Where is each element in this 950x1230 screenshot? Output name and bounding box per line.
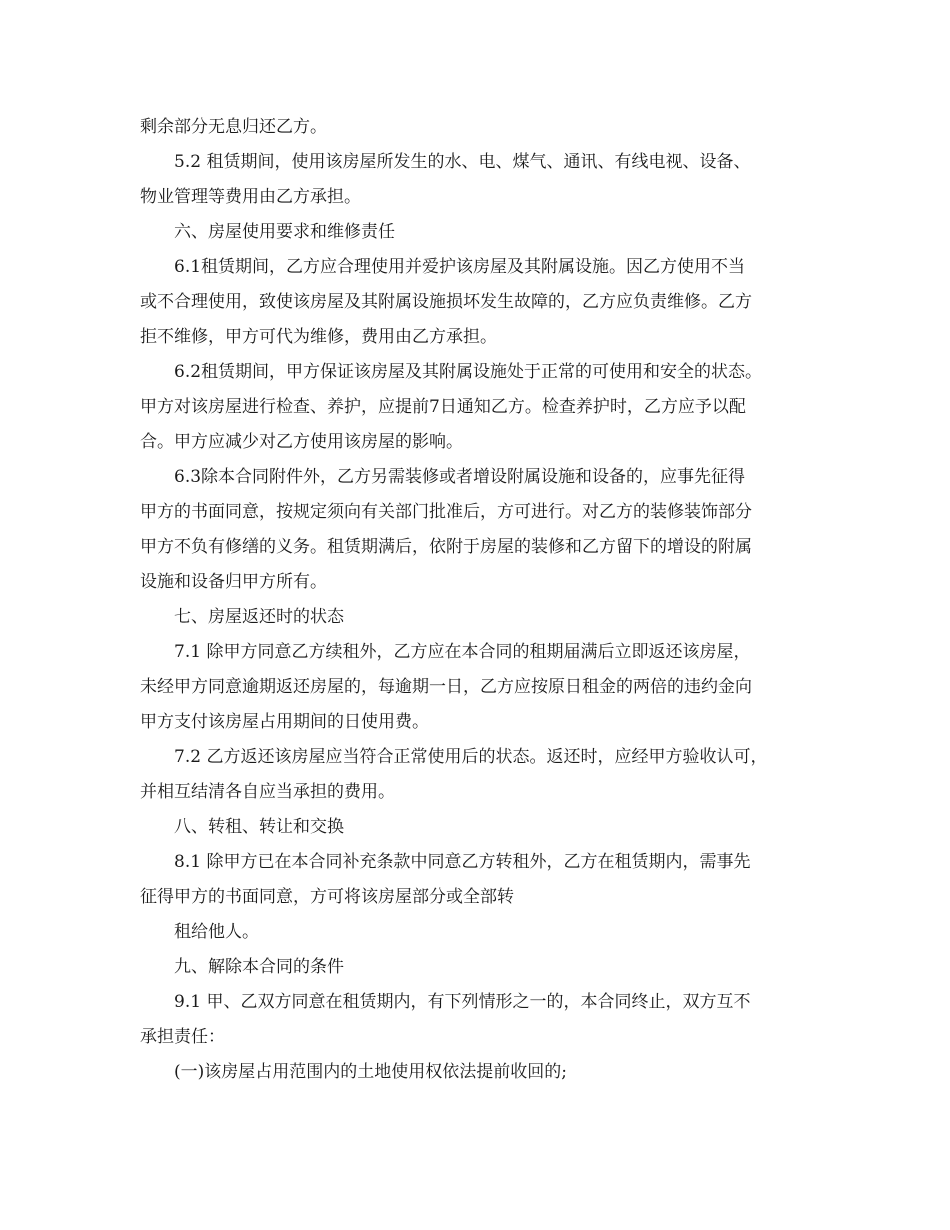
clause-6-3: 6.3除本合同附件外，乙方另需装修或者增设附属设施和设备的，应事先征得 (174, 467, 746, 487)
paragraph-line: 设施和设备归甲方所有。 (140, 572, 327, 592)
section-heading-7: 七、房屋返还时的状态 (174, 607, 344, 627)
clause-6-1: 6.1租赁期间，乙方应合理使用并爱护该房屋及其附属设施。因乙方使用不当 (174, 257, 746, 277)
clause-9-1: 9.1 甲、乙双方同意在租赁期内，有下列情形之一的，本合同终止，双方互不 (174, 992, 751, 1012)
paragraph-line: 物业管理等费用由乙方承担。 (140, 187, 361, 207)
paragraph-line: 租给他人。 (174, 922, 259, 942)
clause-5-2: 5.2 租赁期间，使用该房屋所发生的水、电、煤气、通讯、有线电视、设备、 (174, 152, 751, 172)
clause-7-2: 7.2 乙方返还该房屋应当符合正常使用后的状态。返还时，应经甲方验收认可， (174, 747, 768, 767)
section-heading-8: 八、转租、转让和交换 (174, 817, 344, 837)
paragraph-line: 并相互结清各自应当承担的费用。 (140, 782, 395, 802)
paragraph-line: 或不合理使用，致使该房屋及其附属设施损坏发生故障的，乙方应负责维修。乙方 (140, 292, 752, 312)
clause-6-2: 6.2租赁期间，甲方保证该房屋及其附属设施处于正常的可使用和安全的状态。 (174, 362, 763, 382)
paragraph-line: 未经甲方同意逾期返还房屋的，每逾期一日，乙方应按原日租金的两倍的违约金向 (140, 677, 752, 697)
paragraph-line: 承担责任： (140, 1027, 225, 1047)
paragraph-line: 征得甲方的书面同意，方可将该房屋部分或全部转 (140, 887, 514, 907)
document-body (140, 110, 830, 1090)
paragraph-line: 甲方的书面同意，按规定须向有关部门批准后，方可进行。对乙方的装修装饰部分 (140, 502, 752, 522)
paragraph-line: 甲方支付该房屋占用期间的日使用费。 (140, 712, 429, 732)
paragraph-line: 拒不维修，甲方可代为维修，费用由乙方承担。 (140, 327, 497, 347)
clause-8-1: 8.1 除甲方已在本合同补充条款中同意乙方转租外，乙方在租赁期内，需事先 (174, 852, 751, 872)
paragraph-line: 甲方对该房屋进行检查、养护，应提前7日通知乙方。检查养护时，乙方应予以配 (140, 397, 746, 417)
clause-7-1: 7.1 除甲方同意乙方续租外，乙方应在本合同的租期届满后立即返还该房屋， (174, 642, 751, 662)
paragraph-line: 剩余部分无息归还乙方。 (140, 117, 327, 137)
list-item: (一)该房屋占用范围内的土地使用权依法提前收回的; (174, 1062, 567, 1082)
section-heading-6: 六、房屋使用要求和维修责任 (174, 222, 395, 242)
section-heading-9: 九、解除本合同的条件 (174, 957, 344, 977)
paragraph-line: 甲方不负有修缮的义务。租赁期满后，依附于房屋的装修和乙方留下的增设的附属 (140, 537, 752, 557)
paragraph-line: 合。甲方应减少对乙方使用该房屋的影响。 (140, 432, 463, 452)
